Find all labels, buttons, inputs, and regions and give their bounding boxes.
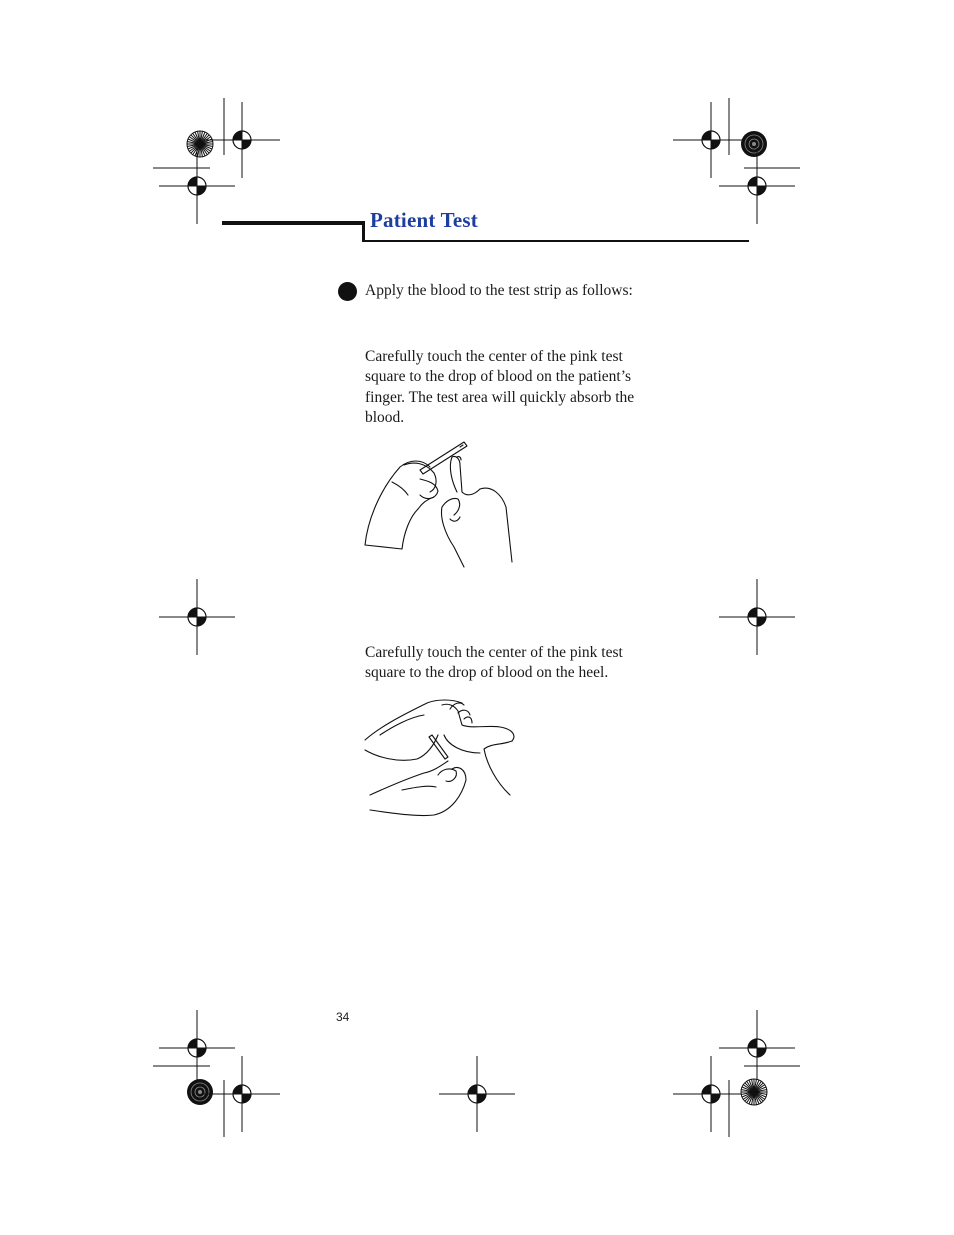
header-rule-thin xyxy=(362,240,749,242)
finger-test-illustration xyxy=(362,437,522,572)
header-rule-vertical xyxy=(362,221,365,242)
page-number: 34 xyxy=(336,1010,350,1024)
finger-instruction-text: Carefully touch the center of the pink test square to the drop of blood on the patient’s finger. The test area will quickly absorb the blood. xyxy=(365,348,635,426)
page-title: Patient Test xyxy=(370,208,478,232)
header-rule-thick xyxy=(222,221,365,225)
step-intro-text: Apply the blood to the test strip as follows: xyxy=(365,282,633,299)
step-bullet-icon xyxy=(338,282,357,301)
heel-instruction-text: Carefully touch the center of the pink test square to the drop of blood on the heel. xyxy=(365,644,623,682)
heel-test-illustration xyxy=(362,695,522,820)
